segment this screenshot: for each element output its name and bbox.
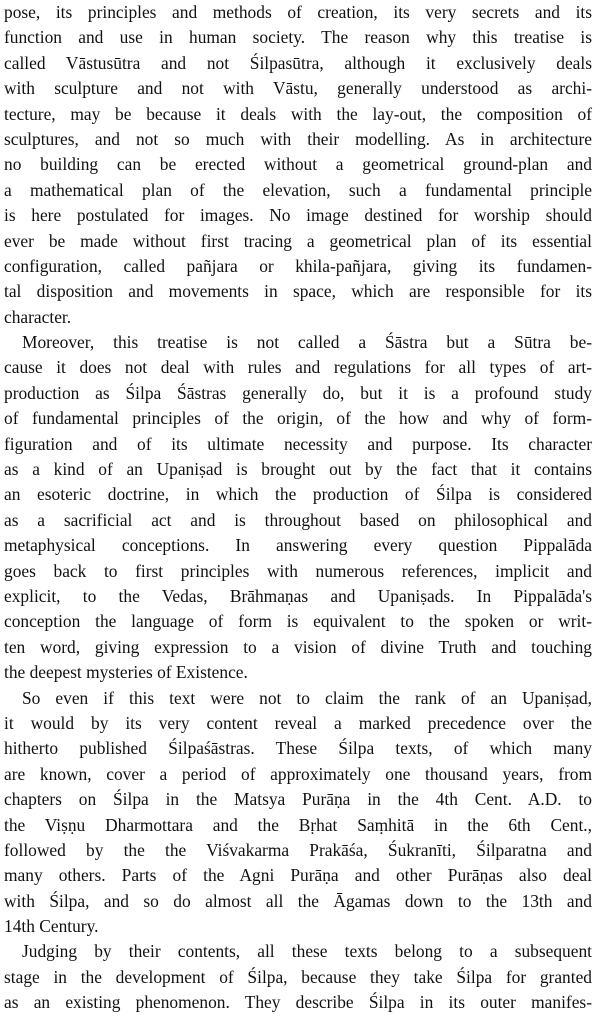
text-line: are known, cover a period of approximately one thousand years, from xyxy=(4,763,592,784)
text-line: of fundamental principles of the origin, of the how and why of form- xyxy=(4,408,592,429)
text-line: metaphysical conceptions. In answering every question Pippalāda xyxy=(4,535,592,556)
text-line: So even if this text were not to claim the rank of an Upaniṣad, xyxy=(22,687,592,708)
text-line: ten word, giving expression to a vision of divine Truth and touching xyxy=(4,636,592,657)
text-line: as an existing phenomenon. They describe Śilpa in its outer manifes- xyxy=(4,992,592,1013)
body-text xyxy=(4,0,592,1016)
text-line: tecture, may be because it deals with the lay-out, the composition of xyxy=(4,103,592,124)
text-line: a mathematical plan of the elevation, such a fundamental principle xyxy=(4,179,592,200)
text-line: an esoteric doctrine, in which the production of Śilpa is considered xyxy=(4,484,592,505)
text-line: the Viṣṇu Dharmottara and the Bṛhat Saṃhitā in the 6th Cent., xyxy=(4,814,592,835)
text-line: production as Śilpa Śāstras generally do, but it is a profound study xyxy=(4,382,592,403)
text-line: with sculpture and not with Vāstu, generally understood as archi- xyxy=(4,78,592,99)
text-line: sculptures, and not so much with their modelling. As in architecture xyxy=(4,128,592,149)
text-line: explicit, to the Vedas, Brāhmaṇas and Upaniṣads. In Pippalāda's xyxy=(4,585,592,606)
text-line: the deepest mysteries of Existence. xyxy=(4,662,248,683)
text-line: goes back to first principles with numerous references, implicit and xyxy=(4,560,592,581)
text-line: chapters on Śilpa in the Matsya Purāṇa in the 4th Cent. A.D. to xyxy=(4,789,592,810)
paragraph xyxy=(4,686,592,940)
paragraph xyxy=(4,330,592,685)
text-line: pose, its principles and methods of creation, its very secrets and its xyxy=(4,2,592,22)
document-page xyxy=(4,0,592,1016)
text-line: many others. Parts of the Agni Purāṇa and other Purāṇas also deal xyxy=(4,865,592,886)
text-line: Moreover, this treatise is not called a Śāstra but a Sūtra be- xyxy=(22,332,592,353)
text-line: configuration, called pañjara or khila-pañjara, giving its fundamen- xyxy=(4,255,592,276)
text-line: stage in the development of Śilpa, because they take Śilpa for granted xyxy=(4,966,592,987)
text-line: figuration and of its ultimate necessity and purpose. Its character xyxy=(4,433,592,454)
text-line: ever be made without first tracing a geometrical plan of its essential xyxy=(4,230,592,251)
text-line: Judging by their contents, all these texts belong to a subsequent xyxy=(22,941,592,962)
text-line: hitherto published Śilpaśāstras. These Śilpa texts, of which many xyxy=(4,738,592,759)
text-line: called Vāstusūtra and not Śilpasūtra, although it exclusively deals xyxy=(4,52,592,73)
text-line: no building can be erected without a geometrical ground-plan and xyxy=(4,154,592,175)
text-line: with Śilpa, and so do almost all the Āgamas down to the 13th and xyxy=(4,890,592,911)
text-line: character. xyxy=(4,306,72,327)
text-line: is here postulated for images. No image destined for worship should xyxy=(4,205,592,226)
text-line: as a sacrificial act and is throughout based on philosophical and xyxy=(4,509,592,530)
text-line: conception the language of form is equivalent to the spoken or writ- xyxy=(4,611,592,632)
text-line: function and use in human society. The reason why this treatise is xyxy=(4,27,592,48)
text-line: 14th Century. xyxy=(4,916,99,937)
text-line: followed by the the Viśvakarma Prakāśa, Śukranīti, Śilparatna and xyxy=(4,839,592,860)
paragraph xyxy=(4,0,592,330)
text-line: tal disposition and movements in space, which are responsible for its xyxy=(4,281,592,302)
text-line: cause it does not deal with rules and regulations for all types of art- xyxy=(4,357,592,378)
text-line: as a kind of an Upaniṣad is brought out by the fact that it contains xyxy=(4,459,592,480)
text-line: it would by its very content reveal a marked precedence over the xyxy=(4,712,592,733)
paragraph xyxy=(4,939,592,1015)
